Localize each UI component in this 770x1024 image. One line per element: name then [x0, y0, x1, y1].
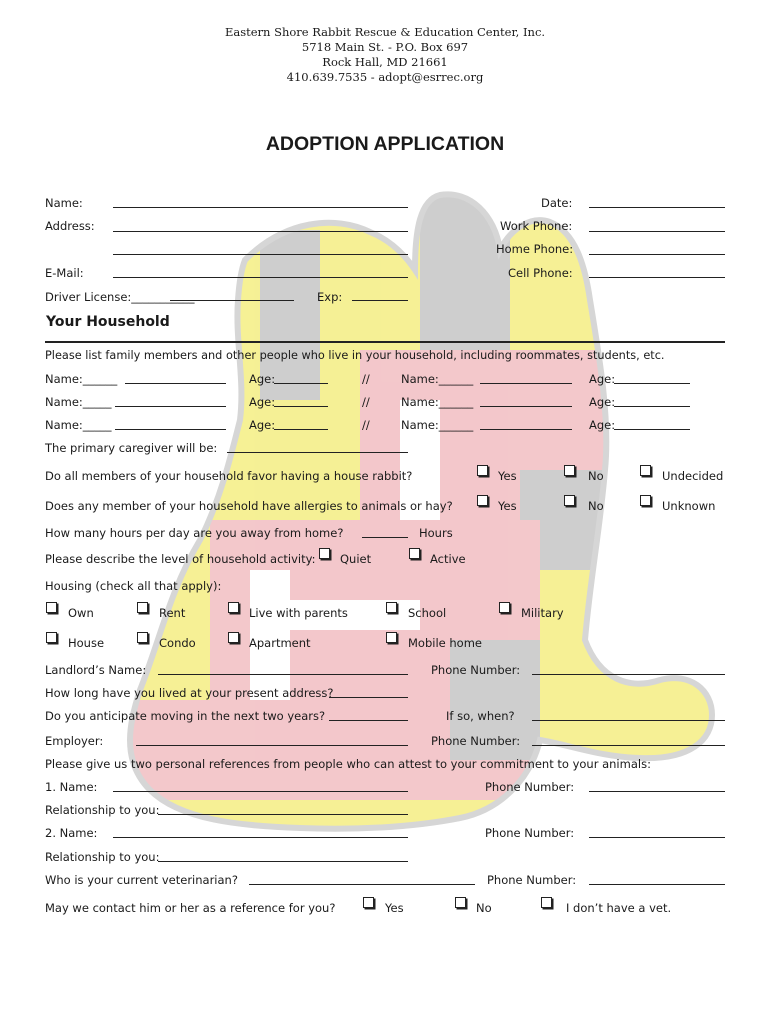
activity-active-label: Active	[430, 552, 466, 566]
member-age-label: Age:	[589, 372, 616, 386]
name-label: Name:	[45, 196, 83, 210]
separator: //	[362, 418, 370, 432]
vet-contact-no-label: No	[476, 901, 492, 915]
email-field[interactable]	[113, 277, 408, 278]
no-vet-checkbox[interactable]	[541, 897, 552, 908]
exp-field[interactable]	[352, 300, 408, 301]
no-vet-label: I don’t have a vet.	[566, 901, 672, 915]
vet-contact-no-checkbox[interactable]	[455, 897, 466, 908]
housing-mobile-home-checkbox[interactable]	[386, 632, 397, 643]
date-label: Date:	[541, 196, 573, 210]
section-divider	[45, 341, 725, 343]
activity-quiet-checkbox[interactable]	[319, 548, 330, 559]
household-heading: Your Household	[46, 314, 170, 330]
favor-no-label: No	[588, 469, 604, 483]
ref2-phone-label: Phone Number:	[485, 826, 575, 840]
housing-condo-checkbox[interactable]	[137, 632, 148, 643]
allergies-unknown-label: Unknown	[662, 499, 716, 513]
housing-apartment-checkbox[interactable]	[228, 632, 239, 643]
housing-apartment-label: Apartment	[249, 636, 311, 650]
housing-school-label: School	[408, 606, 447, 620]
member-name-label: Name:______	[401, 418, 474, 432]
housing-house-label: House	[68, 636, 105, 650]
member-name-label: Name:______	[45, 372, 118, 386]
activity-question: Please describe the level of household activity:	[45, 552, 316, 566]
home-phone-label: Home Phone:	[496, 242, 574, 256]
member-age-label: Age:	[589, 395, 616, 409]
ref2-name-label: 2. Name:	[45, 826, 98, 840]
email-label: E-Mail:	[45, 266, 84, 280]
vet-phone-field[interactable]	[589, 884, 725, 885]
member-name-field[interactable]	[125, 383, 226, 384]
allergies-question: Does any member of your household have allergies to animals or hay?	[45, 499, 453, 513]
how-long-field[interactable]	[329, 697, 408, 698]
landlord-label: Landlord’s Name:	[45, 663, 147, 677]
hours-question: How many hours per day are you away from home?	[45, 526, 344, 540]
member-age-field[interactable]	[274, 383, 328, 384]
driver-license-label: Driver License:___________	[45, 290, 195, 304]
housing-parents-checkbox[interactable]	[228, 602, 239, 613]
member-age-label: Age:	[249, 372, 276, 386]
ref1-name-label: 1. Name:	[45, 780, 98, 794]
separator: //	[362, 395, 370, 409]
vet-phone-label: Phone Number:	[487, 873, 577, 887]
favor-question: Do all members of your household favor having a house rabbit?	[45, 469, 413, 483]
member-name-label: Name:_____	[45, 395, 112, 409]
primary-caregiver-field[interactable]	[227, 452, 408, 453]
ref1-name-field[interactable]	[113, 791, 408, 792]
allergies-unknown-checkbox[interactable]	[640, 495, 651, 506]
member-name-label: Name:_____	[45, 418, 112, 432]
member-name-label: Name:______	[401, 372, 474, 386]
address-field-line1[interactable]	[113, 231, 408, 232]
allergies-no-label: No	[588, 499, 604, 513]
exp-label: Exp:	[317, 290, 343, 304]
member-name-field[interactable]	[115, 406, 226, 407]
activity-active-checkbox[interactable]	[409, 548, 420, 559]
page-title: ADOPTION APPLICATION	[265, 133, 505, 155]
separator: //	[362, 372, 370, 386]
org-city: Rock Hall, MD 21661	[322, 55, 448, 69]
org-name: Eastern Shore Rabbit Rescue & Education Center, Inc.	[224, 25, 546, 39]
member-age-field[interactable]	[614, 383, 690, 384]
ref1-phone-field[interactable]	[589, 791, 725, 792]
address-field-line2[interactable]	[113, 254, 408, 255]
work-phone-field[interactable]	[589, 231, 725, 232]
work-phone-label: Work Phone:	[500, 219, 573, 233]
home-phone-field[interactable]	[589, 254, 725, 255]
favor-undecided-checkbox[interactable]	[640, 465, 651, 476]
driver-license-field[interactable]	[170, 300, 294, 301]
member-age-field[interactable]	[614, 406, 690, 407]
vet-contact-question: May we contact him or her as a reference for you?	[45, 901, 336, 915]
member-name-label: Name:______	[401, 395, 474, 409]
ref1-relationship-label: Relationship to you:	[45, 803, 160, 817]
housing-condo-label: Condo	[159, 636, 196, 650]
housing-own-checkbox[interactable]	[46, 602, 57, 613]
housing-mobile-home-label: Mobile home	[408, 636, 482, 650]
allergies-no-checkbox[interactable]	[564, 495, 575, 506]
favor-yes-label: Yes	[498, 469, 517, 483]
housing-rent-checkbox[interactable]	[137, 602, 148, 613]
ref1-relationship-field[interactable]	[158, 814, 408, 815]
ref2-phone-field[interactable]	[589, 837, 725, 838]
employer-phone-label: Phone Number:	[431, 734, 521, 748]
address-label: Address:	[45, 219, 95, 233]
member-name-field[interactable]	[480, 429, 572, 430]
landlord-field[interactable]	[158, 674, 408, 675]
vet-question: Who is your current veterinarian?	[45, 873, 238, 887]
member-age-field[interactable]	[614, 429, 690, 430]
employer-phone-field[interactable]	[532, 745, 725, 746]
favor-undecided-label: Undecided	[662, 469, 724, 483]
vet-field[interactable]	[249, 884, 475, 885]
date-field[interactable]	[589, 207, 725, 208]
ref2-relationship-label: Relationship to you:	[45, 850, 160, 864]
member-name-field[interactable]	[115, 429, 226, 430]
if-so-field[interactable]	[532, 720, 725, 721]
ref2-relationship-field[interactable]	[158, 861, 408, 862]
ref2-name-field[interactable]	[113, 837, 408, 838]
cell-phone-field[interactable]	[589, 277, 725, 278]
employer-label: Employer:	[45, 734, 104, 748]
cell-phone-label: Cell Phone:	[508, 266, 573, 280]
how-long-question: How long have you lived at your present address?	[45, 686, 334, 700]
housing-military-label: Military	[521, 606, 564, 620]
ref1-phone-label: Phone Number:	[485, 780, 575, 794]
housing-parents-label: Live with parents	[249, 606, 348, 620]
member-age-field[interactable]	[274, 429, 328, 430]
housing-house-checkbox[interactable]	[46, 632, 57, 643]
landlord-phone-field[interactable]	[532, 674, 725, 675]
vet-contact-yes-checkbox[interactable]	[363, 897, 374, 908]
vet-contact-yes-label: Yes	[385, 901, 404, 915]
references-intro: Please give us two personal references from people who can attest to your commitment to your animals:	[45, 757, 651, 771]
household-intro: Please list family members and other people who live in your household, including roommates, students, etc.	[45, 349, 665, 362]
primary-caregiver-label: The primary caregiver will be:	[45, 441, 218, 455]
member-age-label: Age:	[249, 395, 276, 409]
allergies-yes-checkbox[interactable]	[477, 495, 488, 506]
hours-label: Hours	[419, 526, 453, 540]
member-age-field[interactable]	[274, 406, 328, 407]
housing-school-checkbox[interactable]	[386, 602, 397, 613]
moving-question: Do you anticipate moving in the next two years?	[45, 709, 326, 723]
org-contact: 410.639.7535 - adopt@esrrec.org	[286, 70, 484, 84]
housing-question: Housing (check all that apply):	[45, 579, 222, 593]
hours-field[interactable]	[362, 537, 408, 538]
member-age-label: Age:	[589, 418, 616, 432]
allergies-yes-label: Yes	[498, 499, 517, 513]
housing-rent-label: Rent	[159, 606, 186, 620]
if-so-label: If so, when?	[446, 709, 515, 723]
org-street: 5718 Main St. - P.O. Box 697	[301, 40, 469, 54]
moving-field[interactable]	[329, 720, 408, 721]
member-age-label: Age:	[249, 418, 276, 432]
landlord-phone-label: Phone Number:	[431, 663, 521, 677]
member-name-field[interactable]	[480, 406, 572, 407]
activity-quiet-label: Quiet	[340, 552, 372, 566]
member-name-field[interactable]	[480, 383, 572, 384]
name-field[interactable]	[113, 207, 408, 208]
employer-field[interactable]	[136, 745, 408, 746]
housing-own-label: Own	[68, 606, 94, 620]
housing-military-checkbox[interactable]	[499, 602, 510, 613]
favor-yes-checkbox[interactable]	[477, 465, 488, 476]
favor-no-checkbox[interactable]	[564, 465, 575, 476]
